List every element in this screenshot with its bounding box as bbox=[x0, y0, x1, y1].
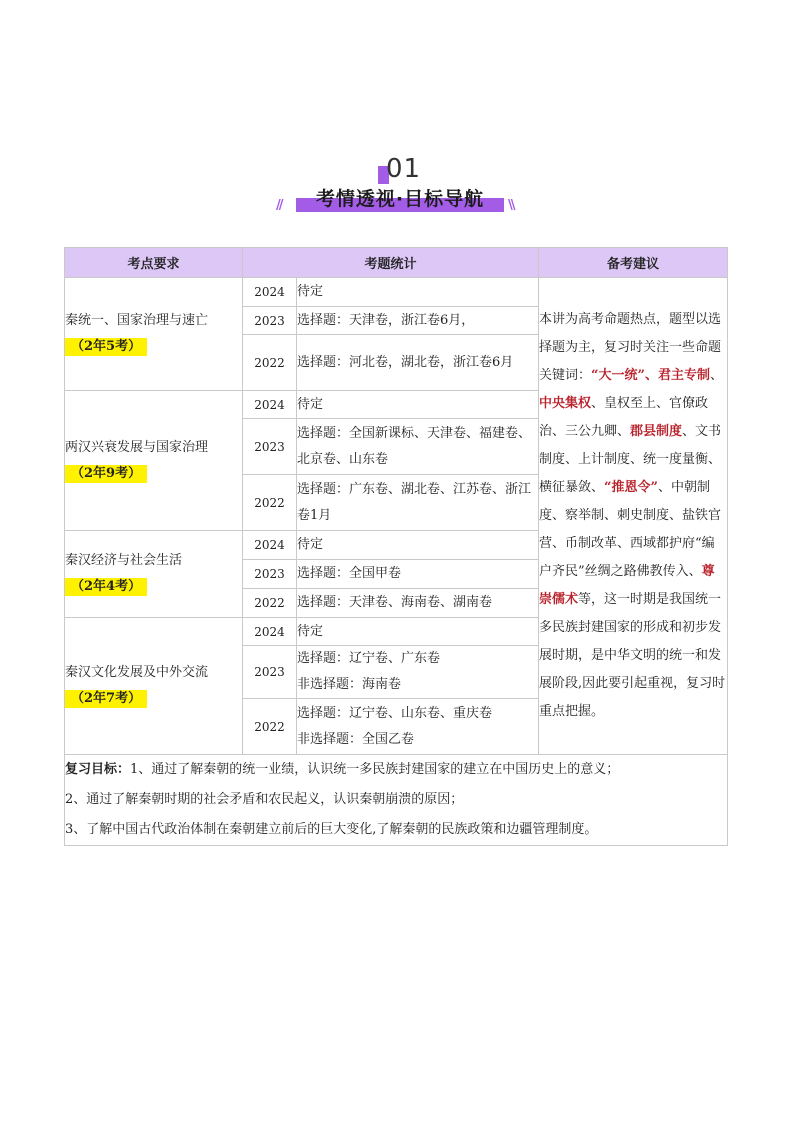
stat-cell: 待定 bbox=[297, 391, 539, 419]
year-cell: 2022 bbox=[243, 475, 297, 531]
topic-cell bbox=[65, 278, 243, 391]
year-cell: 2023 bbox=[243, 646, 297, 699]
goals-label: 复习目标： bbox=[65, 762, 131, 777]
review-goals-cell bbox=[65, 755, 728, 846]
stat-cell: 选择题：全国新课标、天津卷、福建卷、北京卷、山东卷 bbox=[297, 419, 539, 475]
stat-cell: 选择题：天津卷，浙江卷6月， bbox=[297, 307, 539, 335]
topic-cell bbox=[65, 618, 243, 755]
year-cell: 2022 bbox=[243, 589, 297, 618]
prep-advice-cell bbox=[539, 278, 728, 755]
year-cell: 2023 bbox=[243, 560, 297, 589]
slash-decoration-right: \\ bbox=[508, 198, 514, 213]
stat-cell bbox=[297, 699, 539, 755]
stat-cell: 待定 bbox=[297, 278, 539, 307]
advice-keyword: 郡县制度 bbox=[630, 424, 683, 439]
exam-count-badge: （2年5考） bbox=[65, 338, 147, 356]
advice-keyword: “大一统”、君主专制 bbox=[591, 368, 710, 383]
goal-line: 2、通过了解秦朝时期的社会矛盾和农民起义，认识秦朝崩溃的原因； bbox=[65, 792, 464, 807]
year-cell: 2024 bbox=[243, 531, 297, 560]
goal-text: 1、通过了解秦朝的统一业绩，认识统一多民族封建国家的建立在中国历史上的意义； bbox=[130, 762, 620, 777]
topic-name: 秦统一、国家治理与速亡 bbox=[65, 313, 209, 328]
exam-analysis-table bbox=[64, 247, 728, 846]
stat-cell: 待定 bbox=[297, 531, 539, 560]
exam-count-badge: （2年9考） bbox=[65, 465, 147, 483]
table-row bbox=[65, 278, 728, 307]
section-number-text: 01 bbox=[386, 154, 422, 184]
table-header-row bbox=[65, 248, 728, 278]
topic-cell bbox=[65, 531, 243, 618]
topic-cell bbox=[65, 391, 243, 531]
advice-text: 、文书制度、上计制度、统一度量衡、横征暴敛、 bbox=[539, 424, 722, 495]
advice-text: 本讲为高考命题热点，题型以选择题为主，复习时关注一些命题关键词： bbox=[539, 312, 722, 383]
stat-line: 非选择题：海南卷 bbox=[297, 677, 402, 692]
header-prep-advice: 备考建议 bbox=[539, 248, 728, 278]
stat-cell: 选择题：天津卷、海南卷、湖南卷 bbox=[297, 589, 539, 618]
slash-decoration-left: // bbox=[276, 198, 282, 213]
section-title: 考情透视·目标导航 bbox=[315, 188, 485, 210]
year-cell: 2023 bbox=[243, 419, 297, 475]
stat-cell: 选择题：全国甲卷 bbox=[297, 560, 539, 589]
goal-line: 3、了解中国古代政治体制在秦朝建立前后的巨大变化,了解秦朝的民族政策和边疆管理制度。 bbox=[65, 822, 598, 837]
section-heading bbox=[0, 150, 794, 220]
year-cell: 2024 bbox=[243, 391, 297, 419]
stat-line: 非选择题：全国乙卷 bbox=[297, 731, 415, 747]
stat-cell: 选择题：广东卷、湖北卷、江苏卷、浙江卷1月 bbox=[297, 475, 539, 531]
advice-text: 、 bbox=[710, 368, 724, 383]
advice-text: 、皇权至上、官僚政治、三公九卿、 bbox=[539, 396, 709, 439]
year-cell: 2024 bbox=[243, 618, 297, 646]
section-number bbox=[378, 154, 422, 184]
goal-line bbox=[65, 755, 727, 785]
advice-keyword: 中央集权 bbox=[539, 396, 592, 411]
review-goals-row bbox=[65, 755, 728, 846]
advice-text: 等，这一时期是我国统一多民族封建国家的形成和初步发展时期，是中华文明的统一和发展阶段,因此要引起重视，复习时重点把握。 bbox=[539, 592, 726, 719]
stat-cell: 待定 bbox=[297, 618, 539, 646]
exam-count-badge: （2年7考） bbox=[65, 690, 147, 708]
year-cell: 2022 bbox=[243, 699, 297, 755]
header-topic-requirements: 考点要求 bbox=[65, 248, 243, 278]
topic-name: 秦汉文化发展及中外交流 bbox=[65, 665, 209, 680]
year-cell: 2024 bbox=[243, 278, 297, 307]
stat-cell: 选择题：河北卷，湖北卷，浙江卷6月 bbox=[297, 335, 539, 391]
exam-count-badge: （2年4考） bbox=[65, 578, 147, 596]
advice-text: 、中朝制度、察举制、刺史制度、盐铁官营、币制改革、西域都护府“编户齐民”丝绸之路佛教传入、 bbox=[539, 480, 722, 579]
topic-name: 秦汉经济与社会生活 bbox=[65, 553, 183, 568]
year-cell: 2022 bbox=[243, 335, 297, 391]
header-exam-statistics: 考题统计 bbox=[243, 248, 539, 278]
stat-line: 选择题：辽宁卷、广东卷 bbox=[297, 651, 441, 666]
advice-keyword: “推恩令” bbox=[604, 480, 658, 495]
year-cell: 2023 bbox=[243, 307, 297, 335]
stat-cell bbox=[297, 646, 539, 699]
stat-line: 选择题：辽宁卷、山东卷、重庆卷 bbox=[297, 705, 493, 721]
topic-name: 两汉兴衰发展与国家治理 bbox=[65, 439, 209, 455]
advice-keyword: 尊崇儒术 bbox=[539, 564, 715, 607]
